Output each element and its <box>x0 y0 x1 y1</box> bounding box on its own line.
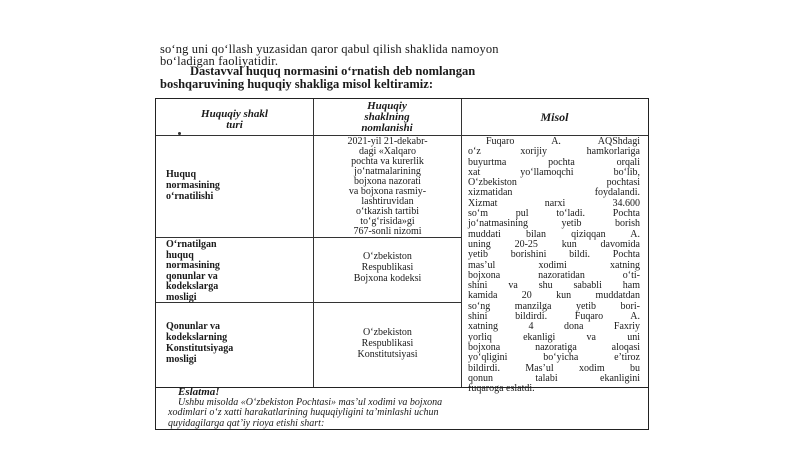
header-text: Misol <box>540 110 569 124</box>
cell-line: dagi «Xalqaro <box>359 146 416 157</box>
cell-line: lashtiruvidan <box>361 196 414 207</box>
row-type-cell <box>166 321 233 365</box>
header-text: turi <box>226 119 243 131</box>
cell-line: Konstitutsiyaga <box>166 343 234 354</box>
example-line: shini bildirdi. Fuqaro A. <box>468 311 640 323</box>
cell-line: normasining <box>166 180 220 191</box>
header-example <box>461 112 648 123</box>
cell-line: kodekslarga <box>166 281 219 292</box>
intro-line: bo‘ladigan faoliyatidir. <box>160 54 279 68</box>
row-name-cell <box>314 137 461 237</box>
example-line: xat yo‘llamoqchi bo‘lib, <box>468 166 640 178</box>
example-line: bildirdi. Mas’ul xodim bu <box>468 362 640 374</box>
example-line: Xizmat narxi 34.600 <box>468 197 640 209</box>
cell-line: o‘rnatilishi <box>166 191 214 202</box>
cell-line: Huquq <box>166 169 197 180</box>
cell-line: va bojxona rasmiy- <box>348 186 427 197</box>
cell-line: o‘tkazish tartibi <box>355 206 420 217</box>
heading-line: boshqaruvining huquqiy shakliga misol keltiramiz: <box>160 77 433 91</box>
cell-line: jo‘natmalarining <box>354 166 421 177</box>
cell-line: O‘rnatilgan <box>166 239 217 250</box>
header-text: shaklning <box>364 111 410 123</box>
example-line: xizmatidan foydalandi. <box>468 187 640 199</box>
note-title: Eslatma! <box>178 386 220 398</box>
row-type-cell <box>166 169 220 202</box>
bullet-dot <box>178 132 181 135</box>
intro-line: so‘ng uni qo‘llash yuzasidan qaror qabul qilish shaklida namoyon <box>160 42 499 56</box>
example-line: bojxona nazoratiga aloqasi <box>468 341 640 353</box>
cell-line: 767-sonli nizomi <box>353 226 422 237</box>
example-line: xatning 4 dona Faxriy <box>468 321 640 333</box>
example-line: o‘z xorijiy hamkorlariga <box>468 146 640 158</box>
cell-line: kodekslarning <box>166 332 228 343</box>
row-name-cell <box>314 251 461 284</box>
cell-line: Qonunlar va <box>166 321 220 332</box>
cell-line: Respublikasi <box>361 338 414 349</box>
cell-line: Respublikasi <box>361 262 414 273</box>
row-type-cell <box>166 240 220 303</box>
note-box <box>155 388 649 430</box>
note-line: Ushbu misolda «O‘zbekiston Pochtasi» mas’ul xodimi va bojxona <box>178 396 443 408</box>
example-line: shini va shu sababli ham <box>468 280 640 292</box>
cell-line: pochta va kurerlik <box>351 156 424 167</box>
example-line: muddati bilan qiziqqan A. <box>468 228 640 240</box>
cell-line: normasining <box>166 260 220 271</box>
example-line: Fuqaro A. AQShdagi <box>486 136 640 147</box>
example-line: fuqaroga eslatdi. <box>468 383 535 395</box>
header-text: nomlanishi <box>361 122 413 134</box>
example-line: uning 20-25 kun davomida <box>468 238 640 250</box>
heading-line: Dastavval huquq normasini o‘rnatish deb nomlangan <box>190 64 476 78</box>
note-line: quyidagilarga qat’iy rioya etishi shart: <box>168 417 325 429</box>
example-line: O‘zbekiston pochtasi <box>468 177 640 189</box>
cell-line: huquq <box>166 249 194 261</box>
example-line: yetib borishini bildi. Pochta <box>468 249 640 261</box>
example-line: jo‘natmasining yetib borish <box>468 218 640 230</box>
row-name-cell <box>314 327 461 360</box>
cell-line: O‘zbekiston <box>363 251 412 262</box>
example-line: yorliq ekanligi va uni <box>468 331 640 343</box>
cell-line: 2021-yil 21-dekabr- <box>347 136 428 147</box>
column-divider <box>461 99 462 387</box>
cell-line: Konstitutsiyasi <box>357 349 418 360</box>
example-line: yo‘qligini bo‘yicha e’tiroz <box>468 352 640 364</box>
header-type <box>156 109 313 131</box>
header-text: Huquqiy shakl <box>201 108 268 120</box>
cell-line: Bojxona kodeksi <box>353 273 422 284</box>
example-line: bojxona nazoratidan o‘ti- <box>468 269 640 281</box>
cell-line: O‘zbekiston <box>363 327 412 338</box>
example-line: kamida 20 kun muddatdan <box>468 290 640 302</box>
example-line: so‘m pul to‘ladi. Pochta <box>468 208 640 220</box>
header-text: Huquqiy <box>367 100 407 112</box>
example-line: mas’ul xodimi xatning <box>468 259 640 271</box>
cell-line: qonunlar va <box>166 270 218 282</box>
example-line: so‘ng manzilga yetib bori- <box>468 300 640 312</box>
cell-line: bojxona nazorati <box>354 176 421 187</box>
note-line: xodimlari o‘z xatti harakatlarining huquqiyligini ta’minlashi uchun <box>168 407 439 418</box>
section-heading <box>160 65 650 91</box>
row-divider <box>156 237 461 238</box>
example-text-cell <box>468 137 640 394</box>
cell-line: mosligi <box>166 291 197 303</box>
header-name <box>313 101 461 134</box>
cell-line: to‘g‘risida»gi <box>360 216 415 227</box>
example-line: buyurtma pochta orqali <box>468 156 640 168</box>
cell-line: mosligi <box>166 354 197 365</box>
example-line: qonun talabi ekanligini <box>468 372 640 384</box>
